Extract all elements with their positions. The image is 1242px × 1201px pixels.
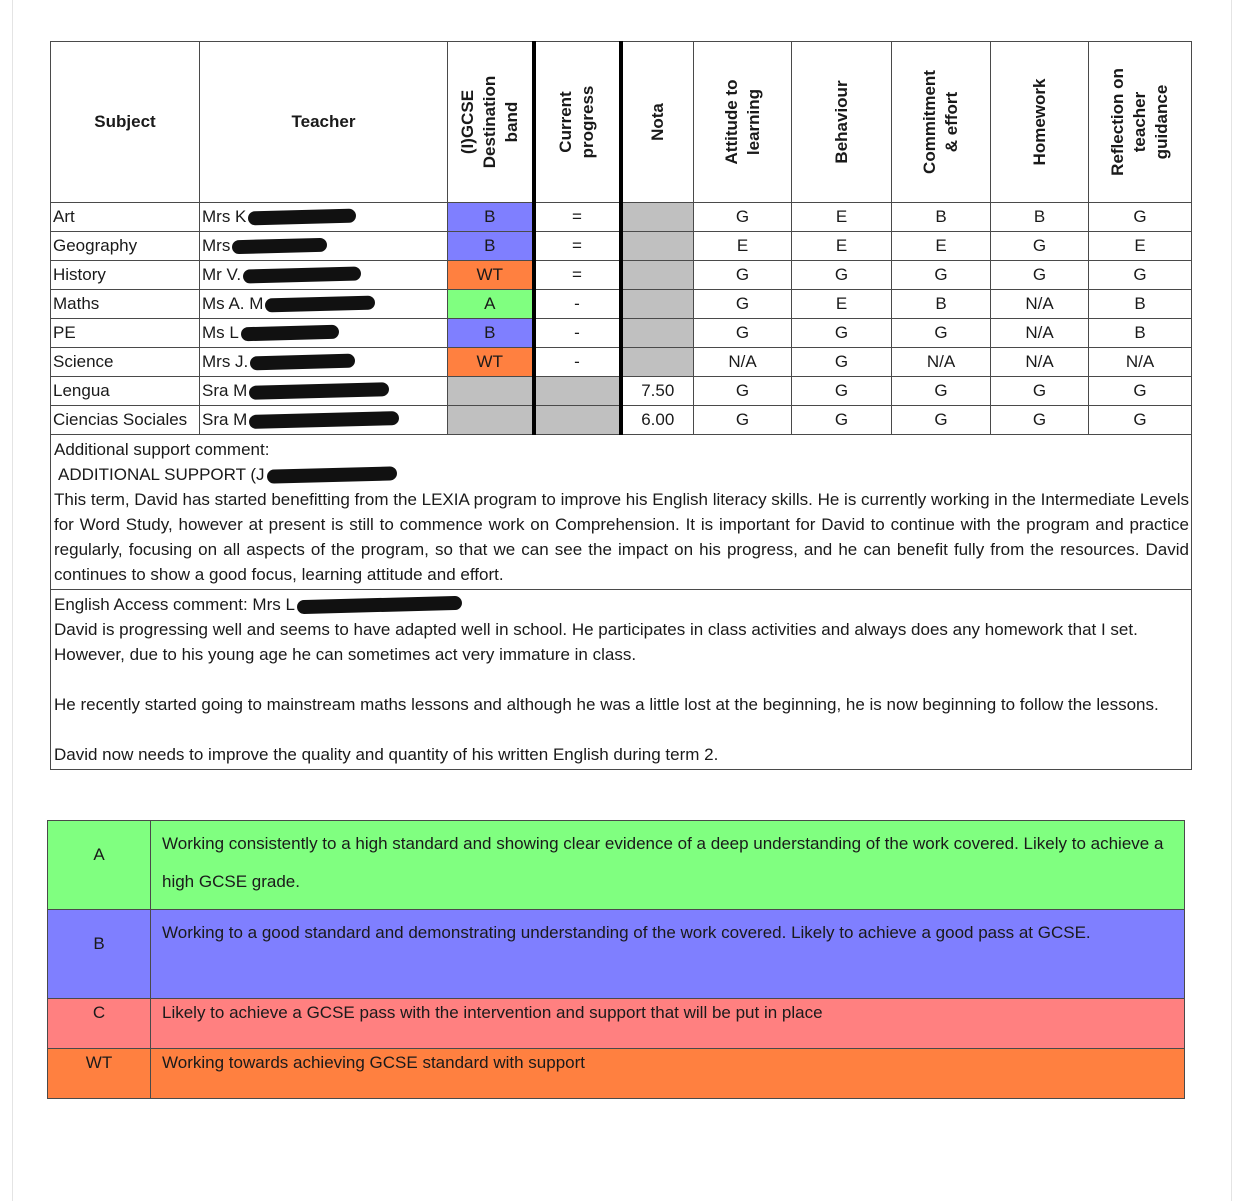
additional-support-heading-line [54,462,1189,487]
nota-cell [621,348,694,377]
progress-cell [534,406,621,435]
header-line: & effort [942,91,961,153]
english-access-paragraph: David now needs to improve the quality and quantity of his written English during term 2. [54,745,719,764]
homework-cell: N/A [991,348,1089,377]
homework-header [991,42,1089,203]
reflection-header [1089,42,1192,203]
additional-support-title: Additional support comment: [54,440,270,459]
teacher-name: Mr V. [202,265,242,284]
commitment-cell: B [892,203,991,232]
commitment-cell: G [892,319,991,348]
table-row [51,348,1192,377]
behaviour-cell: E [792,203,892,232]
commitment-header [892,42,991,203]
behaviour-cell: G [792,406,892,435]
redaction-mark [249,382,389,400]
progress-cell: - [534,319,621,348]
teacher-name: Ms L [202,323,239,342]
redaction-mark [250,354,355,371]
subject-cell: Ciencias Sociales [51,406,200,435]
band-cell [448,406,534,435]
progress-cell: - [534,290,621,319]
teacher-cell [200,348,448,377]
nota-cell: 7.50 [621,377,694,406]
legend-description: Working consistently to a high standard and showing clear evidence of a deep understanding of the work covered. Likely to achieve a high GCSE grade. [151,821,1185,910]
nota-cell [621,290,694,319]
behaviour-cell: G [792,261,892,290]
teacher-name: Mrs [202,236,231,255]
additional-support-heading: ADDITIONAL SUPPORT (J [58,465,265,484]
additional-support-comment [51,435,1192,590]
subject-header: Subject [51,42,200,203]
behaviour-header [792,42,892,203]
table-row [51,290,1192,319]
reflection-cell: N/A [1089,348,1192,377]
behaviour-cell: G [792,348,892,377]
teacher-cell [200,377,448,406]
header-line: learning [743,88,763,156]
subject-cell: Science [51,348,200,377]
redaction-mark [241,325,339,342]
homework-cell: G [991,232,1089,261]
homework-cell: G [991,406,1089,435]
table-row [51,261,1192,290]
current-progress-header [534,42,621,203]
redaction-mark [266,466,396,483]
band-cell: WT [448,348,534,377]
legend-description: Working to a good standard and demonstrating understanding of the work covered. Likely to achieve a good pass at GCSE. [151,910,1185,999]
subject-cell: Lengua [51,377,200,406]
behaviour-cell: E [792,290,892,319]
nota-cell [621,232,694,261]
table-row [51,232,1192,261]
header-line: guidance [1152,84,1171,160]
header-line: teacher [1130,91,1149,153]
legend-row-b [48,910,1185,999]
redaction-mark [265,296,375,313]
teacher-name: Sra M [202,381,248,400]
table-row [51,406,1192,435]
header-line: Attitude to [721,79,741,165]
reflection-cell: G [1089,261,1192,290]
commitment-cell: G [892,406,991,435]
behaviour-cell: G [792,377,892,406]
english-access-title-line [54,592,1189,617]
header-line: progress [578,85,597,159]
commitment-cell: G [892,377,991,406]
legend-code: C [48,999,151,1049]
table-row [51,319,1192,348]
homework-cell: G [991,377,1089,406]
report-table [50,41,1192,770]
redaction-mark [243,266,361,283]
reflection-cell: B [1089,319,1192,348]
header-line: band [501,101,521,143]
english-access-paragraph: He recently started going to mainstream maths lessons and although he was a little lost at the beginning, he is now beginning to follow the lessons. [54,695,1159,714]
homework-cell: B [991,203,1089,232]
teacher-cell [200,406,448,435]
teacher-cell [200,203,448,232]
band-cell: WT [448,261,534,290]
table-row [51,203,1192,232]
english-access-paragraph: David is progressing well and seems to have adapted well in school. He participates in class activities and always does any homework that I set. However, due to his young age he can sometimes act very immature in class. [54,620,1138,664]
subject-cell: Maths [51,290,200,319]
reflection-cell: G [1089,406,1192,435]
teacher-cell [200,290,448,319]
legend-row-a [48,821,1185,910]
attitude-cell: G [694,377,792,406]
attitude-header [694,42,792,203]
teacher-cell [200,319,448,348]
reflection-cell: G [1089,203,1192,232]
header-line: Reflection on [1108,68,1127,176]
header-row [51,42,1192,203]
band-cell: B [448,319,534,348]
subject-cell: Geography [51,232,200,261]
english-access-comment [51,590,1192,770]
legend-code: A [48,821,151,910]
attitude-cell: G [694,406,792,435]
legend-row-wt [48,1049,1185,1099]
reflection-cell: B [1089,290,1192,319]
homework-cell: G [991,261,1089,290]
english-access-row [51,590,1192,770]
homework-cell: N/A [991,290,1089,319]
band-legend-table [47,820,1185,1099]
nota-cell [621,261,694,290]
legend-description: Working towards achieving GCSE standard with support [151,1049,1185,1099]
nota-cell: 6.00 [621,406,694,435]
additional-support-body: This term, David has started benefitting from the LEXIA program to improve his English literacy skills. He is currently working in the Intermediate Levels for Word Study, however at present is still to commence work on Comprehension. It is important for David to continue with the program and practice regularly, focusing on all aspects of the program, so that we can see the impact on his progress, and he can benefit fully from the resources. David continues to show a good focus, learning attitude and effort. [54,490,1189,584]
teacher-name: Sra M [202,410,248,429]
legend-row-c [48,999,1185,1049]
nota-cell [621,319,694,348]
teacher-name: Mrs J. [202,352,249,371]
progress-cell: = [534,203,621,232]
homework-cell: N/A [991,319,1089,348]
subject-cell: History [51,261,200,290]
destination-band-header [448,42,534,203]
redaction-mark [297,595,462,613]
header-line: Destination [479,75,499,169]
teacher-cell [200,261,448,290]
attitude-cell: N/A [694,348,792,377]
attitude-cell: G [694,203,792,232]
reflection-cell: E [1089,232,1192,261]
commitment-cell: N/A [892,348,991,377]
behaviour-cell: E [792,232,892,261]
subject-cell: PE [51,319,200,348]
redaction-mark [232,238,327,254]
header-line: (I)GCSE [457,89,477,155]
commitment-cell: G [892,261,991,290]
page-edge-right [1231,0,1232,1201]
progress-cell: = [534,261,621,290]
header-line: Homework [1029,78,1049,166]
subject-cell: Art [51,203,200,232]
band-cell: A [448,290,534,319]
english-access-title: English Access comment: Mrs L [54,595,295,614]
band-cell [448,377,534,406]
legend-description: Likely to achieve a GCSE pass with the intervention and support that will be put in place [151,999,1185,1049]
legend-code: B [48,910,151,999]
commitment-cell: B [892,290,991,319]
nota-cell [621,203,694,232]
redaction-mark [249,411,399,429]
page-edge-left [12,0,13,1201]
attitude-cell: G [694,319,792,348]
attitude-cell: G [694,290,792,319]
teacher-cell [200,232,448,261]
teacher-name: Mrs K [202,207,247,226]
redaction-mark [248,209,356,226]
legend-code: WT [48,1049,151,1099]
behaviour-cell: G [792,319,892,348]
header-line: Commitment [920,70,939,174]
attitude-cell: G [694,261,792,290]
header-line: Current [556,91,575,153]
teacher-name: Ms A. M [202,294,264,313]
header-line: Nota [647,103,667,141]
progress-cell: = [534,232,621,261]
band-cell: B [448,232,534,261]
commitment-cell: E [892,232,991,261]
teacher-header: Teacher [200,42,448,203]
header-line: Behaviour [831,80,851,164]
nota-header [621,42,694,203]
attitude-cell: E [694,232,792,261]
table-row [51,377,1192,406]
reflection-cell: G [1089,377,1192,406]
band-cell: B [448,203,534,232]
progress-cell: - [534,348,621,377]
progress-cell [534,377,621,406]
additional-support-row [51,435,1192,590]
